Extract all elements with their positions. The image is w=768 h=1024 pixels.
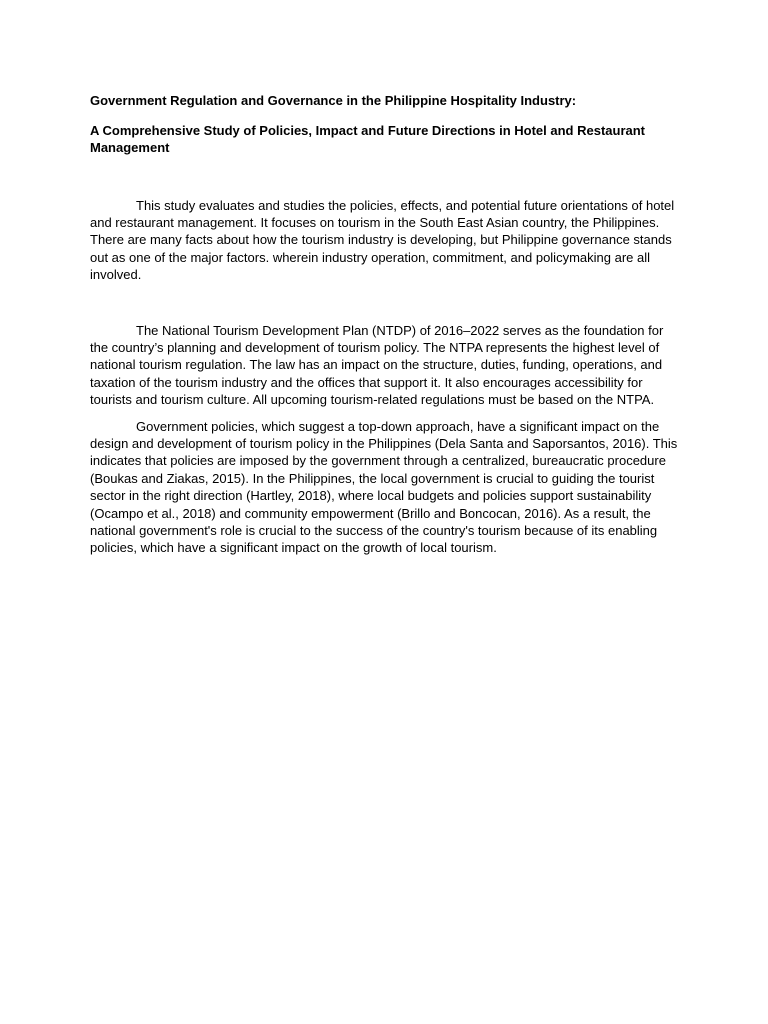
document-subtitle: A Comprehensive Study of Policies, Impact and Future Directions in Hotel and Restaurant Management	[90, 122, 646, 155]
document-body	[90, 92, 680, 557]
document-title: Government Regulation and Governance in the Philippine Hospitality Industry:	[90, 93, 577, 108]
paragraph-introduction: This study evaluates and studies the policies, effects, and potential future orientations of hotel and restaurant management. It focuses on tourism in the South East Asian country, the Philippines. There are many facts about how the tourism industry is developing, but Philippine governance stands out as one of the major factors. wherein industry operation, commitment, and policymaking are all involved.	[90, 197, 675, 283]
paragraph-government-policies: Government policies, which suggest a top-down approach, have a significant impact on the design and development of tourism policy in the Philippines (Dela Santa and Saporsantos, 2016). This indicates that policies are imposed by the government through a centralized, bureaucratic procedure (Boukas and Ziakas, 2015). In the Philippines, the local government is crucial to guiding the tourist sector in the right direction (Hartley, 2018), where local budgets and policies support sustainability (Ocampo et al., 2018) and community empowerment (Brillo and Boncocan, 2016). As a result, the national government's role is crucial to the success of the country's tourism because of its enabling policies, which have a significant impact on the growth of local tourism.	[90, 418, 678, 556]
paragraph-ntdp: The National Tourism Development Plan (NTDP) of 2016–2022 serves as the foundation for the country’s planning and development of tourism policy. The NTPA represents the highest level of national tourism regulation. The law has an impact on the structure, duties, funding, operations, and taxation of the tourism industry and the offices that support it. It also encourages accessibility for tourists and tourism culture. All upcoming tourism-related regulations must be based on the NTPA.	[90, 322, 664, 408]
